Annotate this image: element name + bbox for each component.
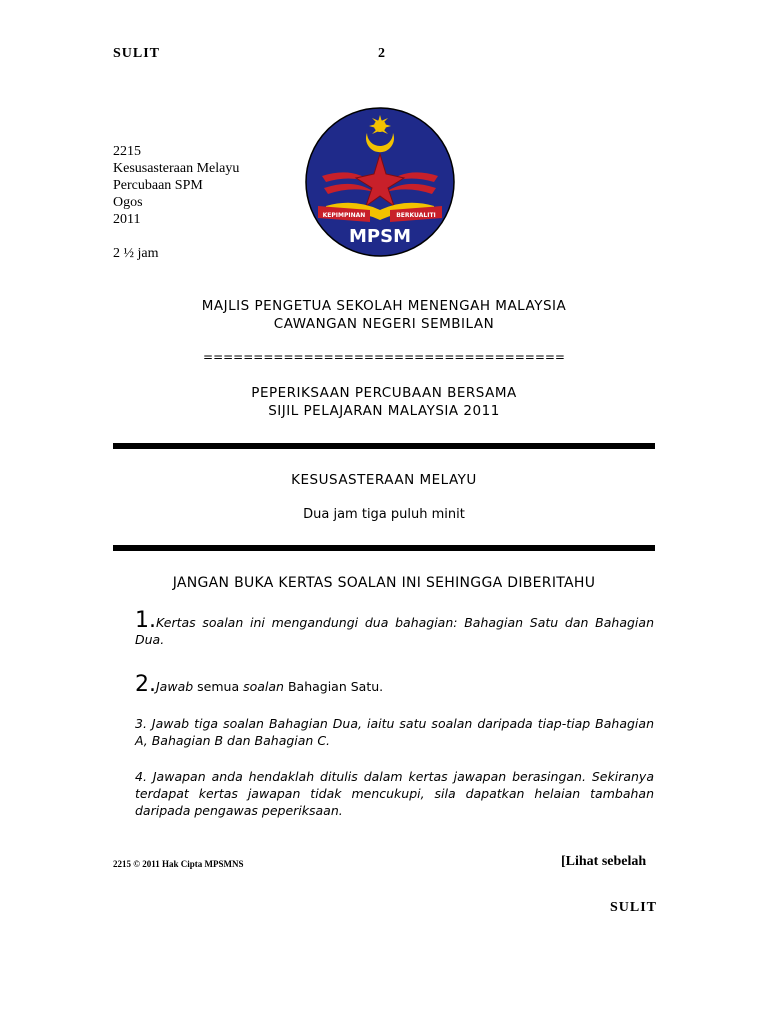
logo-acronym: MPSM [349,226,411,247]
exam-title: PEPERIKSAAN PERCUBAAN BERSAMA [251,385,517,401]
paper-code: 2215 [113,144,141,159]
instruction-1-text: Kertas soalan ini mengandungi dua bahagian: Bahagian Satu dan Bahagian Dua. [135,615,654,647]
instruction-3: 3. Jawab tiga soalan Bahagian Dua, iaitu satu soalan daripada tiap-tiap Bahagian A, Bahagian B dan Bahagian C. [135,716,654,748]
paper-subject-title: KESUSASTERAAN MELAYU [291,472,477,488]
instruction-2-word: semua [193,679,244,694]
separator-line: ==================================== [203,350,565,364]
paper-time: 2 ½ jam [113,246,159,261]
instruction-2-number: 2. [135,672,156,697]
paper-duration: Dua jam tiga puluh minit [303,507,465,522]
instruction-1 [135,608,654,648]
instruction-2-rest: Bahagian Satu. [283,679,384,694]
logo-ribbon-right: BERKUALITI [396,212,436,219]
instruction-2-verb: Jawab [156,679,194,694]
exam-warning: JANGAN BUKA KERTAS SOALAN INI SEHINGGA DIBERITAHU [172,575,596,591]
paper-exam: Percubaan SPM [113,178,203,193]
instruction-2-object: soalan [243,679,284,694]
exam-subtitle: SIJIL PELAJARAN MALAYSIA 2011 [268,403,500,419]
paper-year: 2011 [113,212,141,227]
page-number: 2 [378,46,385,61]
organization-name: MAJLIS PENGETUA SEKOLAH MENENGAH MALAYSIA [201,298,567,314]
instruction-4: 4. Jawapan anda hendaklah ditulis dalam kertas jawapan berasingan. Sekiranya terdapat kertas jawapan tidak mencukupi, sila dapatkan helaian tambahan daripada pengawas peperiksaan. [135,769,654,818]
paper-month: Ogos [113,195,143,210]
classification-bottom: SULIT [610,900,658,915]
next-page-note: [Lihat sebelah [561,854,647,869]
logo-ribbon-left: KEPIMPINAN [322,212,366,219]
classification-top: SULIT [113,46,161,61]
divider-bottom [113,545,655,551]
mpsm-logo [304,106,456,258]
copyright-notice: 2215 © 2011 Hak Cipta MPSMNS [113,859,244,869]
paper-subject: Kesusasteraan Melayu [113,161,240,176]
divider-top [113,443,655,449]
instruction-2 [135,672,654,697]
organization-branch: CAWANGAN NEGERI SEMBILAN [273,316,495,332]
paper-meta [113,143,239,262]
instruction-1-number: 1. [135,608,156,633]
